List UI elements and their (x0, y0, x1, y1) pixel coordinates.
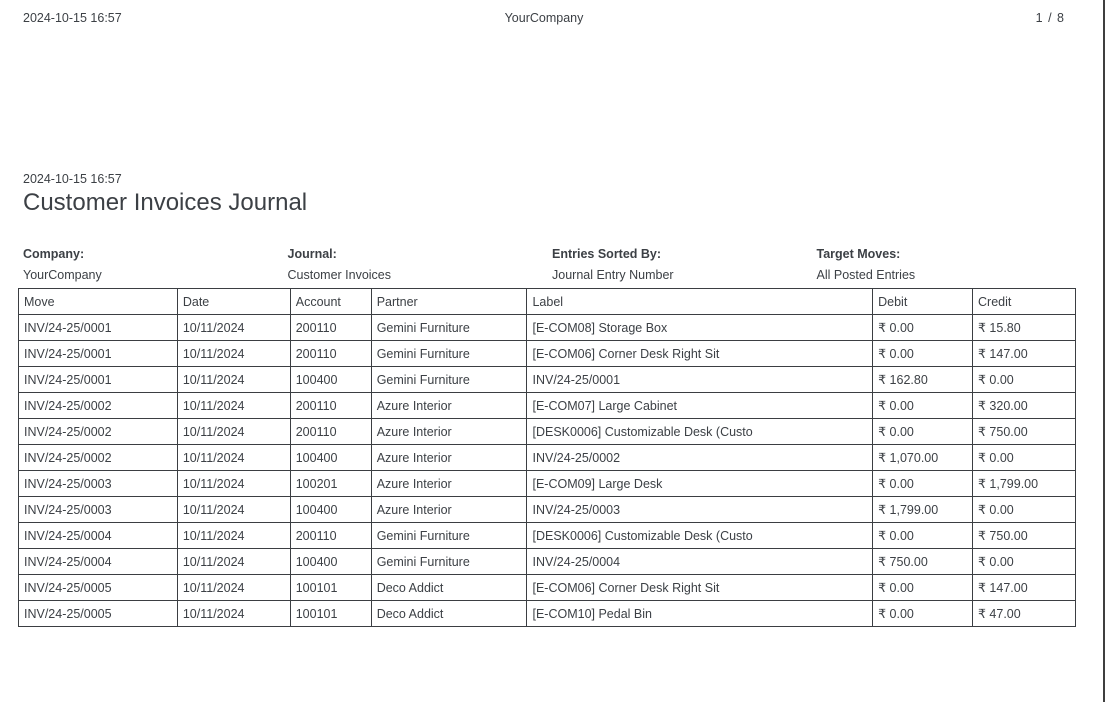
column-header-label: Label (527, 289, 873, 315)
column-header-debit: Debit (873, 289, 973, 315)
cell-debit: ₹ 0.00 (873, 601, 973, 627)
table-row (19, 575, 1076, 601)
meta-company (18, 246, 283, 283)
column-header-date: Date (177, 289, 290, 315)
cell-date: 10/11/2024 (177, 445, 290, 471)
page-edge-line (1103, 0, 1105, 702)
page-header (18, 0, 1076, 26)
cell-debit: ₹ 0.00 (873, 341, 973, 367)
cell-credit: ₹ 0.00 (973, 445, 1076, 471)
cell-label: INV/24-25/0002 (527, 445, 873, 471)
cell-move: INV/24-25/0005 (19, 575, 178, 601)
report-title: Customer Invoices Journal (23, 189, 308, 216)
cell-partner: Gemini Furniture (371, 523, 527, 549)
cell-partner: Azure Interior (371, 471, 527, 497)
cell-label: [E-COM08] Storage Box (527, 315, 873, 341)
table-row (19, 601, 1076, 627)
cell-account: 100400 (290, 549, 371, 575)
cell-label: [DESK0006] Customizable Desk (Custo (527, 419, 873, 445)
cell-account: 200110 (290, 419, 371, 445)
meta-target-moves-label: Target Moves: (816, 247, 901, 261)
cell-move: INV/24-25/0003 (19, 471, 178, 497)
cell-label: [E-COM07] Large Cabinet (527, 393, 873, 419)
meta-company-label: Company: (23, 247, 85, 261)
cell-debit: ₹ 0.00 (873, 523, 973, 549)
cell-label: [E-COM06] Corner Desk Right Sit (527, 575, 873, 601)
cell-date: 10/11/2024 (177, 341, 290, 367)
cell-move: INV/24-25/0001 (19, 367, 178, 393)
table-row (19, 341, 1076, 367)
header-company: YourCompany (504, 11, 584, 25)
cell-date: 10/11/2024 (177, 523, 290, 549)
cell-move: INV/24-25/0004 (19, 549, 178, 575)
cell-debit: ₹ 0.00 (873, 315, 973, 341)
cell-partner: Azure Interior (371, 445, 527, 471)
header-datetime: 2024-10-15 16:57 (23, 11, 122, 25)
cell-partner: Azure Interior (371, 497, 527, 523)
cell-label: INV/24-25/0001 (527, 367, 873, 393)
cell-move: INV/24-25/0001 (19, 341, 178, 367)
column-header-account: Account (290, 289, 371, 315)
cell-move: INV/24-25/0002 (19, 419, 178, 445)
cell-label: [E-COM06] Corner Desk Right Sit (527, 341, 873, 367)
cell-account: 200110 (290, 523, 371, 549)
cell-account: 200110 (290, 341, 371, 367)
cell-move: INV/24-25/0001 (19, 315, 178, 341)
cell-move: INV/24-25/0004 (19, 523, 178, 549)
cell-account: 100400 (290, 367, 371, 393)
cell-credit: ₹ 147.00 (973, 575, 1076, 601)
meta-journal-value: Customer Invoices (287, 268, 392, 282)
table-row (19, 393, 1076, 419)
cell-account: 100201 (290, 471, 371, 497)
column-header-move: Move (19, 289, 178, 315)
cell-partner: Gemini Furniture (371, 367, 527, 393)
cell-account: 100101 (290, 601, 371, 627)
cell-debit: ₹ 1,799.00 (873, 497, 973, 523)
report-datetime: 2024-10-15 16:57 (23, 172, 122, 186)
table-row (19, 315, 1076, 341)
table-row (19, 471, 1076, 497)
cell-credit: ₹ 750.00 (973, 419, 1076, 445)
cell-date: 10/11/2024 (177, 367, 290, 393)
cell-credit: ₹ 1,799.00 (973, 471, 1076, 497)
meta-target-moves-value: All Posted Entries (816, 268, 916, 282)
column-header-credit: Credit (973, 289, 1076, 315)
cell-debit: ₹ 0.00 (873, 575, 973, 601)
table-row (19, 549, 1076, 575)
table-row (19, 497, 1076, 523)
meta-journal-label: Journal: (287, 247, 337, 261)
cell-partner: Gemini Furniture (371, 315, 527, 341)
column-header-partner: Partner (371, 289, 527, 315)
cell-date: 10/11/2024 (177, 497, 290, 523)
meta-target-moves (812, 246, 1077, 283)
table-row (19, 367, 1076, 393)
cell-label: [E-COM10] Pedal Bin (527, 601, 873, 627)
cell-account: 200110 (290, 315, 371, 341)
cell-label: INV/24-25/0004 (527, 549, 873, 575)
cell-credit: ₹ 15.80 (973, 315, 1076, 341)
meta-journal (283, 246, 548, 283)
journal-table (18, 288, 1076, 627)
cell-partner: Deco Addict (371, 575, 527, 601)
table-row (19, 419, 1076, 445)
table-row (19, 523, 1076, 549)
cell-label: INV/24-25/0003 (527, 497, 873, 523)
cell-debit: ₹ 0.00 (873, 393, 973, 419)
cell-debit: ₹ 162.80 (873, 367, 973, 393)
table-row (19, 445, 1076, 471)
meta-company-value: YourCompany (23, 268, 102, 282)
cell-move: INV/24-25/0002 (19, 393, 178, 419)
cell-label: [DESK0006] Customizable Desk (Custo (527, 523, 873, 549)
report-meta (18, 246, 1076, 283)
cell-credit: ₹ 47.00 (973, 601, 1076, 627)
table-body (19, 315, 1076, 627)
cell-credit: ₹ 0.00 (973, 367, 1076, 393)
table-header-row (19, 289, 1076, 315)
cell-date: 10/11/2024 (177, 471, 290, 497)
cell-credit: ₹ 750.00 (973, 523, 1076, 549)
cell-credit: ₹ 0.00 (973, 549, 1076, 575)
cell-partner: Deco Addict (371, 601, 527, 627)
cell-move: INV/24-25/0003 (19, 497, 178, 523)
cell-account: 100101 (290, 575, 371, 601)
cell-date: 10/11/2024 (177, 315, 290, 341)
cell-partner: Gemini Furniture (371, 341, 527, 367)
cell-credit: ₹ 0.00 (973, 497, 1076, 523)
cell-move: INV/24-25/0005 (19, 601, 178, 627)
cell-account: 100400 (290, 445, 371, 471)
cell-date: 10/11/2024 (177, 549, 290, 575)
cell-label: [E-COM09] Large Desk (527, 471, 873, 497)
cell-partner: Gemini Furniture (371, 549, 527, 575)
cell-date: 10/11/2024 (177, 575, 290, 601)
cell-date: 10/11/2024 (177, 393, 290, 419)
cell-debit: ₹ 0.00 (873, 419, 973, 445)
cell-debit: ₹ 750.00 (873, 549, 973, 575)
cell-date: 10/11/2024 (177, 601, 290, 627)
cell-debit: ₹ 0.00 (873, 471, 973, 497)
cell-credit: ₹ 147.00 (973, 341, 1076, 367)
cell-credit: ₹ 320.00 (973, 393, 1076, 419)
report-content (18, 0, 1076, 627)
cell-move: INV/24-25/0002 (19, 445, 178, 471)
meta-sorted-by-label: Entries Sorted By: (552, 247, 662, 261)
header-page-info: 1 / 8 (1035, 11, 1065, 25)
cell-account: 100400 (290, 497, 371, 523)
cell-account: 200110 (290, 393, 371, 419)
cell-debit: ₹ 1,070.00 (873, 445, 973, 471)
cell-partner: Azure Interior (371, 419, 527, 445)
cell-partner: Azure Interior (371, 393, 527, 419)
meta-sorted-by-value: Journal Entry Number (552, 268, 674, 282)
cell-date: 10/11/2024 (177, 419, 290, 445)
meta-sorted-by (547, 246, 812, 283)
